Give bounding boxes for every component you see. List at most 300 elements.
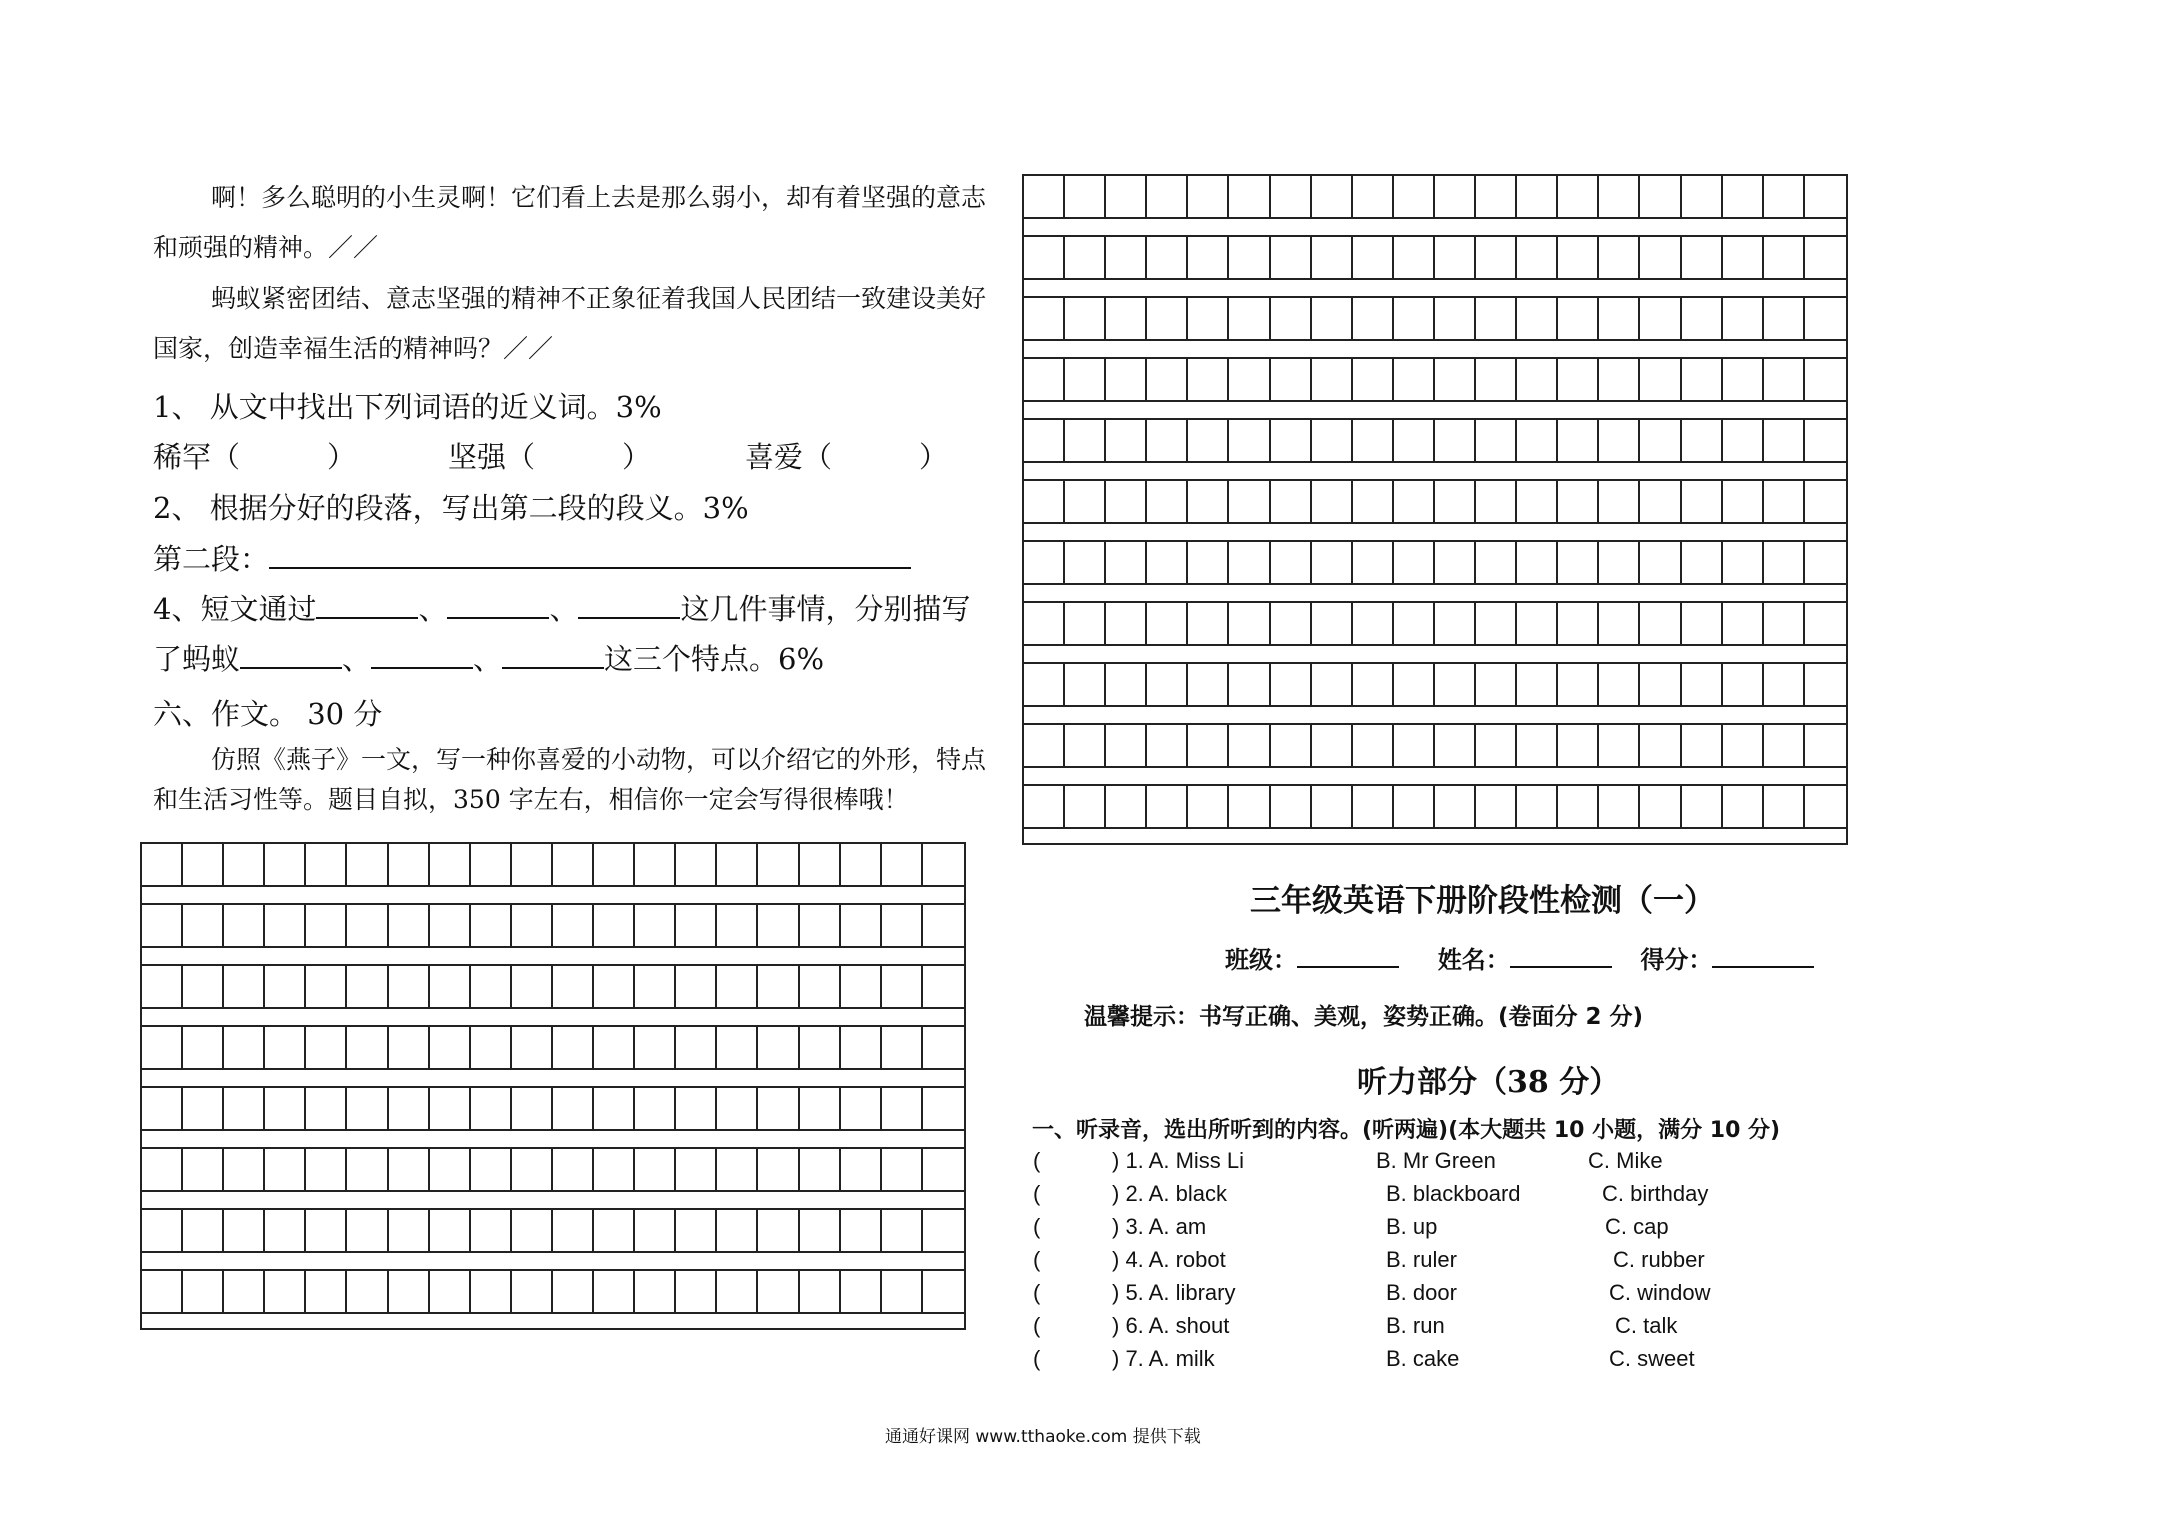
- grid-cell[interactable]: [512, 1149, 553, 1190]
- grid-cell[interactable]: [1394, 664, 1435, 705]
- grid-cell[interactable]: [430, 905, 471, 946]
- grid-cell[interactable]: [1476, 664, 1517, 705]
- grid-cell[interactable]: [1106, 786, 1147, 827]
- grid-cell[interactable]: [1353, 542, 1394, 583]
- grid-cell[interactable]: [1640, 176, 1681, 217]
- grid-cell[interactable]: [430, 1149, 471, 1190]
- grid-cell[interactable]: [1764, 603, 1805, 644]
- grid-cell[interactable]: [1805, 420, 1846, 461]
- grid-cell[interactable]: [1723, 603, 1764, 644]
- grid-cell[interactable]: [1723, 237, 1764, 278]
- grid-cell[interactable]: [1640, 786, 1681, 827]
- grid-cell[interactable]: [923, 844, 964, 885]
- grid-cell[interactable]: [758, 905, 799, 946]
- grid-cell[interactable]: [1147, 359, 1188, 400]
- grid-cell[interactable]: [1723, 664, 1764, 705]
- grid-cell[interactable]: [1558, 481, 1599, 522]
- grid-cell[interactable]: [676, 1027, 717, 1068]
- grid-cell[interactable]: [676, 905, 717, 946]
- grid-cell[interactable]: [1640, 420, 1681, 461]
- grid-cell[interactable]: [347, 905, 388, 946]
- grid-cell[interactable]: [1229, 481, 1270, 522]
- grid-cell[interactable]: [1435, 542, 1476, 583]
- grid-cell[interactable]: [1805, 664, 1846, 705]
- grid-cell[interactable]: [1188, 359, 1229, 400]
- grid-cell[interactable]: [758, 966, 799, 1007]
- grid-cell[interactable]: [1599, 481, 1640, 522]
- q4-blank-4[interactable]: [240, 637, 342, 669]
- grid-cell[interactable]: [471, 844, 512, 885]
- grid-cell[interactable]: [1188, 542, 1229, 583]
- grid-cell[interactable]: [224, 1210, 265, 1251]
- grid-cell[interactable]: [594, 1027, 635, 1068]
- grid-cell[interactable]: [1723, 359, 1764, 400]
- grid-cell[interactable]: [841, 966, 882, 1007]
- grid-cell[interactable]: [1805, 237, 1846, 278]
- grid-cell[interactable]: [923, 1149, 964, 1190]
- grid-cell[interactable]: [512, 905, 553, 946]
- grid-cell[interactable]: [265, 844, 306, 885]
- grid-cell[interactable]: [224, 966, 265, 1007]
- grid-cell[interactable]: [800, 844, 841, 885]
- grid-cell[interactable]: [512, 844, 553, 885]
- grid-cell[interactable]: [758, 1271, 799, 1312]
- grid-cell[interactable]: [594, 966, 635, 1007]
- grid-cell[interactable]: [923, 966, 964, 1007]
- grid-cell[interactable]: [389, 1271, 430, 1312]
- grid-cell[interactable]: [389, 1149, 430, 1190]
- grid-cell[interactable]: [1805, 481, 1846, 522]
- grid-cell[interactable]: [1106, 664, 1147, 705]
- grid-cell[interactable]: [1805, 359, 1846, 400]
- grid-cell[interactable]: [800, 1149, 841, 1190]
- grid-cell[interactable]: [389, 844, 430, 885]
- grid-cell[interactable]: [553, 844, 594, 885]
- grid-cell[interactable]: [1682, 664, 1723, 705]
- grid-cell[interactable]: [1353, 481, 1394, 522]
- grid-cell[interactable]: [1106, 359, 1147, 400]
- grid-cell[interactable]: [1229, 603, 1270, 644]
- grid-cell[interactable]: [1805, 603, 1846, 644]
- grid-cell[interactable]: [1640, 298, 1681, 339]
- grid-cell[interactable]: [471, 1149, 512, 1190]
- grid-cell[interactable]: [1640, 725, 1681, 766]
- grid-cell[interactable]: [800, 966, 841, 1007]
- grid-cell[interactable]: [1599, 176, 1640, 217]
- grid-cell[interactable]: [1353, 237, 1394, 278]
- grid-cell[interactable]: [1229, 176, 1270, 217]
- grid-cell[interactable]: [142, 1149, 183, 1190]
- grid-cell[interactable]: [1353, 176, 1394, 217]
- grid-cell[interactable]: [1435, 786, 1476, 827]
- grid-cell[interactable]: [306, 1210, 347, 1251]
- grid-cell[interactable]: [1065, 725, 1106, 766]
- grid-cell[interactable]: [1394, 542, 1435, 583]
- grid-cell[interactable]: [1188, 298, 1229, 339]
- grid-cell[interactable]: [1640, 237, 1681, 278]
- q4-blank-5[interactable]: [371, 637, 473, 669]
- q4-blank-2[interactable]: [447, 587, 549, 619]
- grid-cell[interactable]: [1024, 420, 1065, 461]
- grid-cell[interactable]: [1188, 786, 1229, 827]
- grid-cell[interactable]: [1065, 542, 1106, 583]
- grid-cell[interactable]: [306, 844, 347, 885]
- grid-cell[interactable]: [882, 1088, 923, 1129]
- grid-cell[interactable]: [1312, 603, 1353, 644]
- grid-cell[interactable]: [717, 966, 758, 1007]
- q4-blank-1[interactable]: [316, 587, 418, 619]
- grid-cell[interactable]: [389, 1210, 430, 1251]
- grid-cell[interactable]: [1517, 786, 1558, 827]
- grid-cell[interactable]: [1764, 542, 1805, 583]
- grid-cell[interactable]: [1188, 603, 1229, 644]
- grid-cell[interactable]: [224, 1149, 265, 1190]
- grid-cell[interactable]: [1271, 664, 1312, 705]
- grid-cell[interactable]: [1558, 420, 1599, 461]
- grid-cell[interactable]: [1435, 298, 1476, 339]
- grid-cell[interactable]: [1517, 725, 1558, 766]
- grid-cell[interactable]: [1147, 237, 1188, 278]
- grid-cell[interactable]: [1312, 481, 1353, 522]
- grid-cell[interactable]: [676, 844, 717, 885]
- grid-cell[interactable]: [1558, 176, 1599, 217]
- grid-cell[interactable]: [1723, 725, 1764, 766]
- grid-cell[interactable]: [1394, 298, 1435, 339]
- grid-cell[interactable]: [923, 1027, 964, 1068]
- answer-paren[interactable]: (: [1033, 1214, 1041, 1239]
- grid-cell[interactable]: [1640, 542, 1681, 583]
- grid-cell[interactable]: [183, 1088, 224, 1129]
- class-blank[interactable]: [1297, 940, 1399, 968]
- grid-cell[interactable]: [1682, 725, 1723, 766]
- grid-cell[interactable]: [1723, 420, 1764, 461]
- grid-cell[interactable]: [553, 1210, 594, 1251]
- grid-cell[interactable]: [389, 1088, 430, 1129]
- grid-cell[interactable]: [1517, 176, 1558, 217]
- grid-cell[interactable]: [1394, 359, 1435, 400]
- grid-cell[interactable]: [1271, 420, 1312, 461]
- grid-cell[interactable]: [1147, 725, 1188, 766]
- grid-cell[interactable]: [306, 1149, 347, 1190]
- grid-cell[interactable]: [882, 1210, 923, 1251]
- grid-cell[interactable]: [1558, 237, 1599, 278]
- grid-cell[interactable]: [676, 1149, 717, 1190]
- grid-cell[interactable]: [717, 1027, 758, 1068]
- grid-cell[interactable]: [594, 905, 635, 946]
- grid-cell[interactable]: [923, 905, 964, 946]
- grid-cell[interactable]: [1517, 237, 1558, 278]
- grid-cell[interactable]: [1682, 359, 1723, 400]
- grid-cell[interactable]: [306, 1271, 347, 1312]
- grid-cell[interactable]: [1640, 603, 1681, 644]
- grid-cell[interactable]: [1435, 664, 1476, 705]
- grid-cell[interactable]: [224, 1027, 265, 1068]
- grid-cell[interactable]: [1106, 420, 1147, 461]
- grid-cell[interactable]: [1065, 786, 1106, 827]
- grid-cell[interactable]: [1435, 237, 1476, 278]
- grid-cell[interactable]: [594, 844, 635, 885]
- grid-cell[interactable]: [389, 905, 430, 946]
- grid-cell[interactable]: [512, 1088, 553, 1129]
- grid-cell[interactable]: [1682, 420, 1723, 461]
- grid-cell[interactable]: [265, 1088, 306, 1129]
- grid-cell[interactable]: [1723, 481, 1764, 522]
- grid-cell[interactable]: [1312, 420, 1353, 461]
- grid-cell[interactable]: [841, 844, 882, 885]
- grid-cell[interactable]: [1764, 725, 1805, 766]
- grid-cell[interactable]: [1188, 664, 1229, 705]
- grid-cell[interactable]: [841, 905, 882, 946]
- grid-cell[interactable]: [1435, 603, 1476, 644]
- grid-cell[interactable]: [1723, 542, 1764, 583]
- grid-cell[interactable]: [1394, 420, 1435, 461]
- grid-cell[interactable]: [1229, 542, 1270, 583]
- grid-cell[interactable]: [1312, 359, 1353, 400]
- grid-cell[interactable]: [1024, 298, 1065, 339]
- grid-cell[interactable]: [1558, 359, 1599, 400]
- grid-cell[interactable]: [430, 844, 471, 885]
- grid-cell[interactable]: [183, 1149, 224, 1190]
- grid-cell[interactable]: [1805, 542, 1846, 583]
- answer-paren[interactable]: (: [1033, 1148, 1041, 1173]
- grid-cell[interactable]: [1106, 237, 1147, 278]
- grid-cell[interactable]: [1147, 542, 1188, 583]
- grid-cell[interactable]: [1065, 359, 1106, 400]
- grid-cell[interactable]: [1065, 420, 1106, 461]
- grid-cell[interactable]: [717, 905, 758, 946]
- grid-cell[interactable]: [471, 966, 512, 1007]
- grid-cell[interactable]: [1271, 725, 1312, 766]
- grid-cell[interactable]: [1024, 176, 1065, 217]
- grid-cell[interactable]: [1476, 237, 1517, 278]
- grid-cell[interactable]: [758, 844, 799, 885]
- grid-cell[interactable]: [1517, 542, 1558, 583]
- grid-cell[interactable]: [1476, 786, 1517, 827]
- grid-cell[interactable]: [1394, 237, 1435, 278]
- grid-cell[interactable]: [1312, 298, 1353, 339]
- grid-cell[interactable]: [635, 844, 676, 885]
- grid-cell[interactable]: [347, 844, 388, 885]
- grid-cell[interactable]: [841, 1149, 882, 1190]
- grid-cell[interactable]: [1517, 420, 1558, 461]
- q4-blank-6[interactable]: [502, 637, 604, 669]
- grid-cell[interactable]: [1229, 237, 1270, 278]
- grid-cell[interactable]: [512, 1027, 553, 1068]
- grid-cell[interactable]: [1476, 420, 1517, 461]
- grid-cell[interactable]: [1682, 481, 1723, 522]
- grid-cell[interactable]: [1435, 359, 1476, 400]
- grid-cell[interactable]: [1024, 237, 1065, 278]
- grid-cell[interactable]: [882, 1149, 923, 1190]
- grid-cell[interactable]: [1599, 542, 1640, 583]
- grid-cell[interactable]: [306, 1027, 347, 1068]
- grid-cell[interactable]: [1147, 298, 1188, 339]
- grid-cell[interactable]: [430, 1210, 471, 1251]
- grid-cell[interactable]: [1723, 298, 1764, 339]
- grid-cell[interactable]: [1188, 481, 1229, 522]
- grid-cell[interactable]: [1065, 603, 1106, 644]
- grid-cell[interactable]: [1517, 481, 1558, 522]
- grid-cell[interactable]: [1353, 664, 1394, 705]
- grid-cell[interactable]: [389, 966, 430, 1007]
- grid-cell[interactable]: [1229, 359, 1270, 400]
- grid-cell[interactable]: [1312, 664, 1353, 705]
- grid-cell[interactable]: [676, 966, 717, 1007]
- grid-cell[interactable]: [635, 1271, 676, 1312]
- grid-cell[interactable]: [1312, 237, 1353, 278]
- grid-cell[interactable]: [224, 1088, 265, 1129]
- grid-cell[interactable]: [347, 1149, 388, 1190]
- grid-cell[interactable]: [1476, 542, 1517, 583]
- grid-cell[interactable]: [800, 1210, 841, 1251]
- grid-cell[interactable]: [1188, 176, 1229, 217]
- grid-cell[interactable]: [1229, 725, 1270, 766]
- grid-cell[interactable]: [512, 1210, 553, 1251]
- grid-cell[interactable]: [1353, 420, 1394, 461]
- grid-cell[interactable]: [1271, 786, 1312, 827]
- grid-cell[interactable]: [1394, 725, 1435, 766]
- grid-cell[interactable]: [1271, 298, 1312, 339]
- grid-cell[interactable]: [1188, 237, 1229, 278]
- grid-cell[interactable]: [224, 905, 265, 946]
- grid-cell[interactable]: [676, 1210, 717, 1251]
- grid-cell[interactable]: [1065, 237, 1106, 278]
- grid-cell[interactable]: [717, 1088, 758, 1129]
- grid-cell[interactable]: [1682, 603, 1723, 644]
- grid-cell[interactable]: [1065, 664, 1106, 705]
- grid-cell[interactable]: [183, 844, 224, 885]
- grid-cell[interactable]: [512, 1271, 553, 1312]
- grid-cell[interactable]: [183, 1271, 224, 1312]
- grid-cell[interactable]: [430, 1271, 471, 1312]
- grid-cell[interactable]: [1723, 786, 1764, 827]
- grid-cell[interactable]: [389, 1027, 430, 1068]
- grid-cell[interactable]: [1106, 603, 1147, 644]
- grid-cell[interactable]: [635, 905, 676, 946]
- grid-cell[interactable]: [1024, 359, 1065, 400]
- grid-cell[interactable]: [1599, 359, 1640, 400]
- grid-cell[interactable]: [1312, 786, 1353, 827]
- grid-cell[interactable]: [306, 966, 347, 1007]
- grid-cell[interactable]: [1394, 786, 1435, 827]
- grid-cell[interactable]: [1435, 420, 1476, 461]
- grid-cell[interactable]: [183, 1210, 224, 1251]
- grid-cell[interactable]: [1353, 603, 1394, 644]
- grid-cell[interactable]: [142, 1210, 183, 1251]
- grid-cell[interactable]: [1558, 542, 1599, 583]
- grid-cell[interactable]: [717, 1149, 758, 1190]
- grid-cell[interactable]: [1065, 481, 1106, 522]
- grid-cell[interactable]: [1229, 298, 1270, 339]
- grid-cell[interactable]: [1147, 420, 1188, 461]
- grid-cell[interactable]: [923, 1210, 964, 1251]
- grid-cell[interactable]: [142, 1088, 183, 1129]
- grid-cell[interactable]: [1394, 481, 1435, 522]
- grid-cell[interactable]: [265, 1271, 306, 1312]
- grid-cell[interactable]: [1106, 542, 1147, 583]
- grid-cell[interactable]: [594, 1210, 635, 1251]
- grid-cell[interactable]: [1353, 359, 1394, 400]
- grid-cell[interactable]: [347, 1210, 388, 1251]
- grid-cell[interactable]: [882, 1271, 923, 1312]
- grid-cell[interactable]: [1024, 725, 1065, 766]
- grid-cell[interactable]: [1106, 176, 1147, 217]
- grid-cell[interactable]: [553, 1149, 594, 1190]
- grid-cell[interactable]: [841, 1271, 882, 1312]
- grid-cell[interactable]: [471, 1210, 512, 1251]
- grid-cell[interactable]: [1435, 481, 1476, 522]
- grid-cell[interactable]: [1024, 664, 1065, 705]
- answer-paren[interactable]: (: [1033, 1181, 1041, 1206]
- grid-cell[interactable]: [1764, 176, 1805, 217]
- grid-cell[interactable]: [594, 1088, 635, 1129]
- grid-cell[interactable]: [800, 1271, 841, 1312]
- grid-cell[interactable]: [1723, 176, 1764, 217]
- grid-cell[interactable]: [512, 966, 553, 1007]
- grid-cell[interactable]: [1764, 359, 1805, 400]
- grid-cell[interactable]: [1599, 786, 1640, 827]
- grid-cell[interactable]: [265, 966, 306, 1007]
- grid-cell[interactable]: [1476, 603, 1517, 644]
- grid-cell[interactable]: [841, 1027, 882, 1068]
- grid-cell[interactable]: [594, 1149, 635, 1190]
- grid-cell[interactable]: [1271, 481, 1312, 522]
- grid-cell[interactable]: [717, 1210, 758, 1251]
- grid-cell[interactable]: [1353, 786, 1394, 827]
- grid-cell[interactable]: [676, 1088, 717, 1129]
- grid-cell[interactable]: [1599, 420, 1640, 461]
- grid-cell[interactable]: [1394, 176, 1435, 217]
- grid-cell[interactable]: [1558, 664, 1599, 705]
- grid-cell[interactable]: [224, 844, 265, 885]
- grid-cell[interactable]: [183, 1027, 224, 1068]
- grid-cell[interactable]: [1764, 664, 1805, 705]
- grid-cell[interactable]: [758, 1088, 799, 1129]
- grid-cell[interactable]: [1805, 786, 1846, 827]
- grid-cell[interactable]: [1312, 542, 1353, 583]
- grid-cell[interactable]: [1271, 176, 1312, 217]
- grid-cell[interactable]: [1599, 237, 1640, 278]
- grid-cell[interactable]: [1517, 603, 1558, 644]
- grid-cell[interactable]: [1517, 664, 1558, 705]
- grid-cell[interactable]: [1682, 298, 1723, 339]
- grid-cell[interactable]: [1517, 298, 1558, 339]
- grid-cell[interactable]: [1558, 725, 1599, 766]
- grid-cell[interactable]: [1065, 298, 1106, 339]
- grid-cell[interactable]: [923, 1088, 964, 1129]
- grid-cell[interactable]: [1640, 359, 1681, 400]
- grid-cell[interactable]: [882, 966, 923, 1007]
- grid-cell[interactable]: [142, 905, 183, 946]
- grid-cell[interactable]: [1271, 603, 1312, 644]
- grid-cell[interactable]: [1476, 359, 1517, 400]
- grid-cell[interactable]: [1476, 481, 1517, 522]
- grid-cell[interactable]: [347, 1271, 388, 1312]
- grid-cell[interactable]: [758, 1210, 799, 1251]
- answer-paren[interactable]: (: [1033, 1280, 1041, 1305]
- grid-cell[interactable]: [553, 1088, 594, 1129]
- grid-cell[interactable]: [1805, 298, 1846, 339]
- grid-cell[interactable]: [923, 1271, 964, 1312]
- q2-answer-blank[interactable]: [269, 537, 911, 569]
- grid-cell[interactable]: [1435, 725, 1476, 766]
- grid-cell[interactable]: [1640, 664, 1681, 705]
- grid-cell[interactable]: [553, 966, 594, 1007]
- grid-cell[interactable]: [1188, 420, 1229, 461]
- grid-cell[interactable]: [1476, 298, 1517, 339]
- grid-cell[interactable]: [183, 966, 224, 1007]
- grid-cell[interactable]: [1558, 603, 1599, 644]
